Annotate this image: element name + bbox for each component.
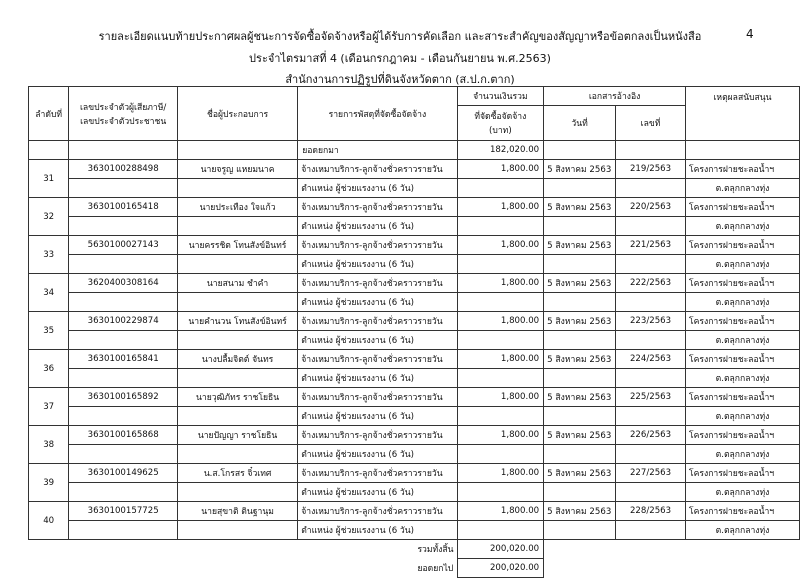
row-item-position: ตำแหน่ง ผู้ช่วยแรงงาน (6 วัน) — [298, 255, 457, 274]
row-reason: โครงการฝายชะลอน้ำฯ — [686, 464, 800, 483]
row-name: นายวุฒิภัทร ราชโยธิน — [177, 388, 297, 407]
row-name: นางปลื้มจิตต์ จันทร — [177, 350, 297, 369]
row-no: 35 — [29, 312, 69, 350]
table-row-continuation — [29, 217, 800, 236]
row-name: นายครรชิต โทนสังข์อินทร์ — [177, 236, 297, 255]
row-refno: 219/2563 — [616, 160, 686, 179]
row-name: นายสุขาติ ตินฐานุม — [177, 502, 297, 521]
row-amount: 1,800.00 — [457, 160, 544, 179]
row-amount: 1,800.00 — [457, 350, 544, 369]
procurement-table — [28, 86, 800, 578]
row-reason: โครงการฝายชะลอน้ำฯ — [686, 350, 800, 369]
row-item-position: ตำแหน่ง ผู้ช่วยแรงงาน (6 วัน) — [298, 445, 457, 464]
table-row — [29, 274, 800, 293]
row-no: 40 — [29, 502, 69, 540]
row-refno: 228/2563 — [616, 502, 686, 521]
row-amount: 1,800.00 — [457, 236, 544, 255]
row-item: จ้างเหมาบริการ-ลูกจ้างชั่วคราวรายวัน — [298, 236, 457, 255]
row-taxid: 3630100149625 — [69, 464, 178, 483]
table-row-continuation — [29, 407, 800, 426]
table-row — [29, 350, 800, 369]
total-label: รวมทั้งสิ้น — [417, 545, 454, 556]
row-item-position: ตำแหน่ง ผู้ช่วยแรงงาน (6 วัน) — [298, 369, 457, 388]
row-item: จ้างเหมาบริการ-ลูกจ้างชั่วคราวรายวัน — [298, 160, 457, 179]
row-date: 5 สิงหาคม 2563 — [544, 312, 616, 331]
row-reason: โครงการฝายชะลอน้ำฯ — [686, 388, 800, 407]
row-item: จ้างเหมาบริการ-ลูกจ้างชั่วคราวรายวัน — [298, 198, 457, 217]
col-header-taxid: เลขประจำตัวผู้เสียภาษี/ เลขประจำตัวประชาชน — [69, 87, 178, 141]
document-subtitle-office: สำนักงานการปฏิรูปที่ดินจังหวัดตาก (ส.ป.ก.ตาก) — [285, 73, 515, 86]
row-no: 34 — [29, 274, 69, 312]
carried-out-amount: 200,020.00 — [457, 559, 544, 578]
row-reason-location: ต.ตลุกกลางทุ่ง — [686, 407, 800, 426]
row-name: นายปัญญา ราชโยธิน — [177, 426, 297, 445]
col-header-refno: เลขที่ — [616, 106, 686, 141]
row-amount: 1,800.00 — [457, 274, 544, 293]
row-reason-location: ต.ตลุกกลางทุ่ง — [686, 179, 800, 198]
row-date: 5 สิงหาคม 2563 — [544, 160, 616, 179]
row-no: 39 — [29, 464, 69, 502]
row-reason-location: ต.ตลุกกลางทุ่ง — [686, 521, 800, 540]
row-refno: 223/2563 — [616, 312, 686, 331]
row-date: 5 สิงหาคม 2563 — [544, 502, 616, 521]
table-row-continuation — [29, 331, 800, 350]
row-reason-location: ต.ตลุกกลางทุ่ง — [686, 331, 800, 350]
row-item: จ้างเหมาบริการ-ลูกจ้างชั่วคราวรายวัน — [298, 502, 457, 521]
row-item-position: ตำแหน่ง ผู้ช่วยแรงงาน (6 วัน) — [298, 179, 457, 198]
row-refno: 224/2563 — [616, 350, 686, 369]
row-amount: 1,800.00 — [457, 312, 544, 331]
row-date: 5 สิงหาคม 2563 — [544, 236, 616, 255]
row-date: 5 สิงหาคม 2563 — [544, 464, 616, 483]
row-amount: 1,800.00 — [457, 426, 544, 445]
total-row — [29, 540, 800, 559]
col-header-date: วันที่ — [544, 106, 616, 141]
row-taxid: 3630100157725 — [69, 502, 178, 521]
row-refno: 222/2563 — [616, 274, 686, 293]
row-item: จ้างเหมาบริการ-ลูกจ้างชั่วคราวรายวัน — [298, 426, 457, 445]
row-refno: 225/2563 — [616, 388, 686, 407]
row-item-position: ตำแหน่ง ผู้ช่วยแรงงาน (6 วัน) — [298, 483, 457, 502]
col-header-name: ชื่อผู้ประกอบการ — [177, 87, 297, 141]
row-reason-location: ต.ตลุกกลางทุ่ง — [686, 483, 800, 502]
row-date: 5 สิงหาคม 2563 — [544, 350, 616, 369]
row-no: 33 — [29, 236, 69, 274]
row-name: นายประเทือง ใจแก้ว — [177, 198, 297, 217]
row-name: น.ส.โกรสร จิ๋วเทศ — [177, 464, 297, 483]
table-row — [29, 464, 800, 483]
row-item-position: ตำแหน่ง ผู้ช่วยแรงงาน (6 วัน) — [298, 331, 457, 350]
row-item-position: ตำแหน่ง ผู้ช่วยแรงงาน (6 วัน) — [298, 217, 457, 236]
row-item: จ้างเหมาบริการ-ลูกจ้างชั่วคราวรายวัน — [298, 312, 457, 331]
row-taxid: 5630100027143 — [69, 236, 178, 255]
document-title: รายละเอียดแนบท้ายประกาศผลผู้ชนะการจัดซื้อจัดจ้างหรือผู้ได้รับการคัดเลือก และสาระสำคัญของสัญญาหรือข้อตกลงเป็นหนังสือ — [98, 30, 702, 43]
table-row — [29, 388, 800, 407]
row-taxid: 3630100165418 — [69, 198, 178, 217]
carried-out-label: ยอดยกไป — [417, 564, 454, 574]
col-header-amount-sub: ที่จัดซื้อจัดจ้าง (บาท) — [457, 106, 544, 141]
row-amount: 1,800.00 — [457, 464, 544, 483]
row-reason-location: ต.ตลุกกลางทุ่ง — [686, 445, 800, 464]
row-refno: 227/2563 — [616, 464, 686, 483]
row-reason: โครงการฝายชะลอน้ำฯ — [686, 274, 800, 293]
carried-in-row — [29, 141, 800, 160]
table-row-continuation — [29, 445, 800, 464]
row-refno: 221/2563 — [616, 236, 686, 255]
row-item: จ้างเหมาบริการ-ลูกจ้างชั่วคราวรายวัน — [298, 350, 457, 369]
row-reason: โครงการฝายชะลอน้ำฯ — [686, 426, 800, 445]
row-reason: โครงการฝายชะลอน้ำฯ — [686, 312, 800, 331]
document-subtitle-quarter: ประจำไตรมาสที่ 4 (เดือนกรกฎาคม - เดือนกันยายน พ.ศ.2563) — [249, 52, 551, 65]
row-date: 5 สิงหาคม 2563 — [544, 388, 616, 407]
total-amount: 200,020.00 — [457, 540, 544, 559]
row-date: 5 สิงหาคม 2563 — [544, 198, 616, 217]
row-item: จ้างเหมาบริการ-ลูกจ้างชั่วคราวรายวัน — [298, 388, 457, 407]
row-date: 5 สิงหาคม 2563 — [544, 426, 616, 445]
table-row-continuation — [29, 293, 800, 312]
row-taxid: 3630100288498 — [69, 160, 178, 179]
table-row-continuation — [29, 255, 800, 274]
table-row-continuation — [29, 521, 800, 540]
row-reason: โครงการฝายชะลอน้ำฯ — [686, 198, 800, 217]
row-reason-location: ต.ตลุกกลางทุ่ง — [686, 217, 800, 236]
table-row — [29, 198, 800, 217]
row-refno: 220/2563 — [616, 198, 686, 217]
row-name: นายคำนวน โทนสังข์อินทร์ — [177, 312, 297, 331]
carried-in-label: ยอดยกมา — [298, 141, 457, 160]
row-name: นายสนาม ชำคำ — [177, 274, 297, 293]
row-name: นายจรูญ แหยมนาค — [177, 160, 297, 179]
row-taxid: 3630100165868 — [69, 426, 178, 445]
col-header-no: ลำดับที่ — [29, 87, 69, 141]
col-header-item: รายการพัสดุที่จัดซื้อจัดจ้าง — [298, 87, 457, 141]
row-item-position: ตำแหน่ง ผู้ช่วยแรงงาน (6 วัน) — [298, 407, 457, 426]
row-reason-location: ต.ตลุกกลางทุ่ง — [686, 255, 800, 274]
row-reason: โครงการฝายชะลอน้ำฯ — [686, 502, 800, 521]
table-row — [29, 426, 800, 445]
row-item: จ้างเหมาบริการ-ลูกจ้างชั่วคราวรายวัน — [298, 274, 457, 293]
col-header-amount: จำนวนเงินรวม — [457, 87, 544, 106]
row-amount: 1,800.00 — [457, 388, 544, 407]
row-taxid: 3630100165841 — [69, 350, 178, 369]
col-header-reason: เหตุผลสนับสนุน — [686, 87, 800, 141]
table-row — [29, 236, 800, 255]
table-row-continuation — [29, 369, 800, 388]
row-item-position: ตำแหน่ง ผู้ช่วยแรงงาน (6 วัน) — [298, 293, 457, 312]
row-date: 5 สิงหาคม 2563 — [544, 274, 616, 293]
row-no: 38 — [29, 426, 69, 464]
row-item: จ้างเหมาบริการ-ลูกจ้างชั่วคราวรายวัน — [298, 464, 457, 483]
row-refno: 226/2563 — [616, 426, 686, 445]
page-number: 4 — [746, 27, 754, 41]
row-taxid: 3630100229874 — [69, 312, 178, 331]
table-row — [29, 160, 800, 179]
table-row — [29, 312, 800, 331]
table-row-continuation — [29, 179, 800, 198]
table-row — [29, 502, 800, 521]
carried-in-amount: 182,020.00 — [457, 141, 544, 160]
carried-out-row — [29, 559, 800, 578]
row-taxid: 3630100165892 — [69, 388, 178, 407]
row-amount: 1,800.00 — [457, 198, 544, 217]
row-amount: 1,800.00 — [457, 502, 544, 521]
row-taxid: 3620400308164 — [69, 274, 178, 293]
row-item-position: ตำแหน่ง ผู้ช่วยแรงงาน (6 วัน) — [298, 521, 457, 540]
row-no: 31 — [29, 160, 69, 198]
row-reason-location: ต.ตลุกกลางทุ่ง — [686, 293, 800, 312]
row-reason-location: ต.ตลุกกลางทุ่ง — [686, 369, 800, 388]
row-reason: โครงการฝายชะลอน้ำฯ — [686, 160, 800, 179]
row-no: 36 — [29, 350, 69, 388]
row-reason: โครงการฝายชะลอน้ำฯ — [686, 236, 800, 255]
row-no: 37 — [29, 388, 69, 426]
row-no: 32 — [29, 198, 69, 236]
col-header-ref: เอกสารอ้างอิง — [544, 87, 686, 106]
table-row-continuation — [29, 483, 800, 502]
